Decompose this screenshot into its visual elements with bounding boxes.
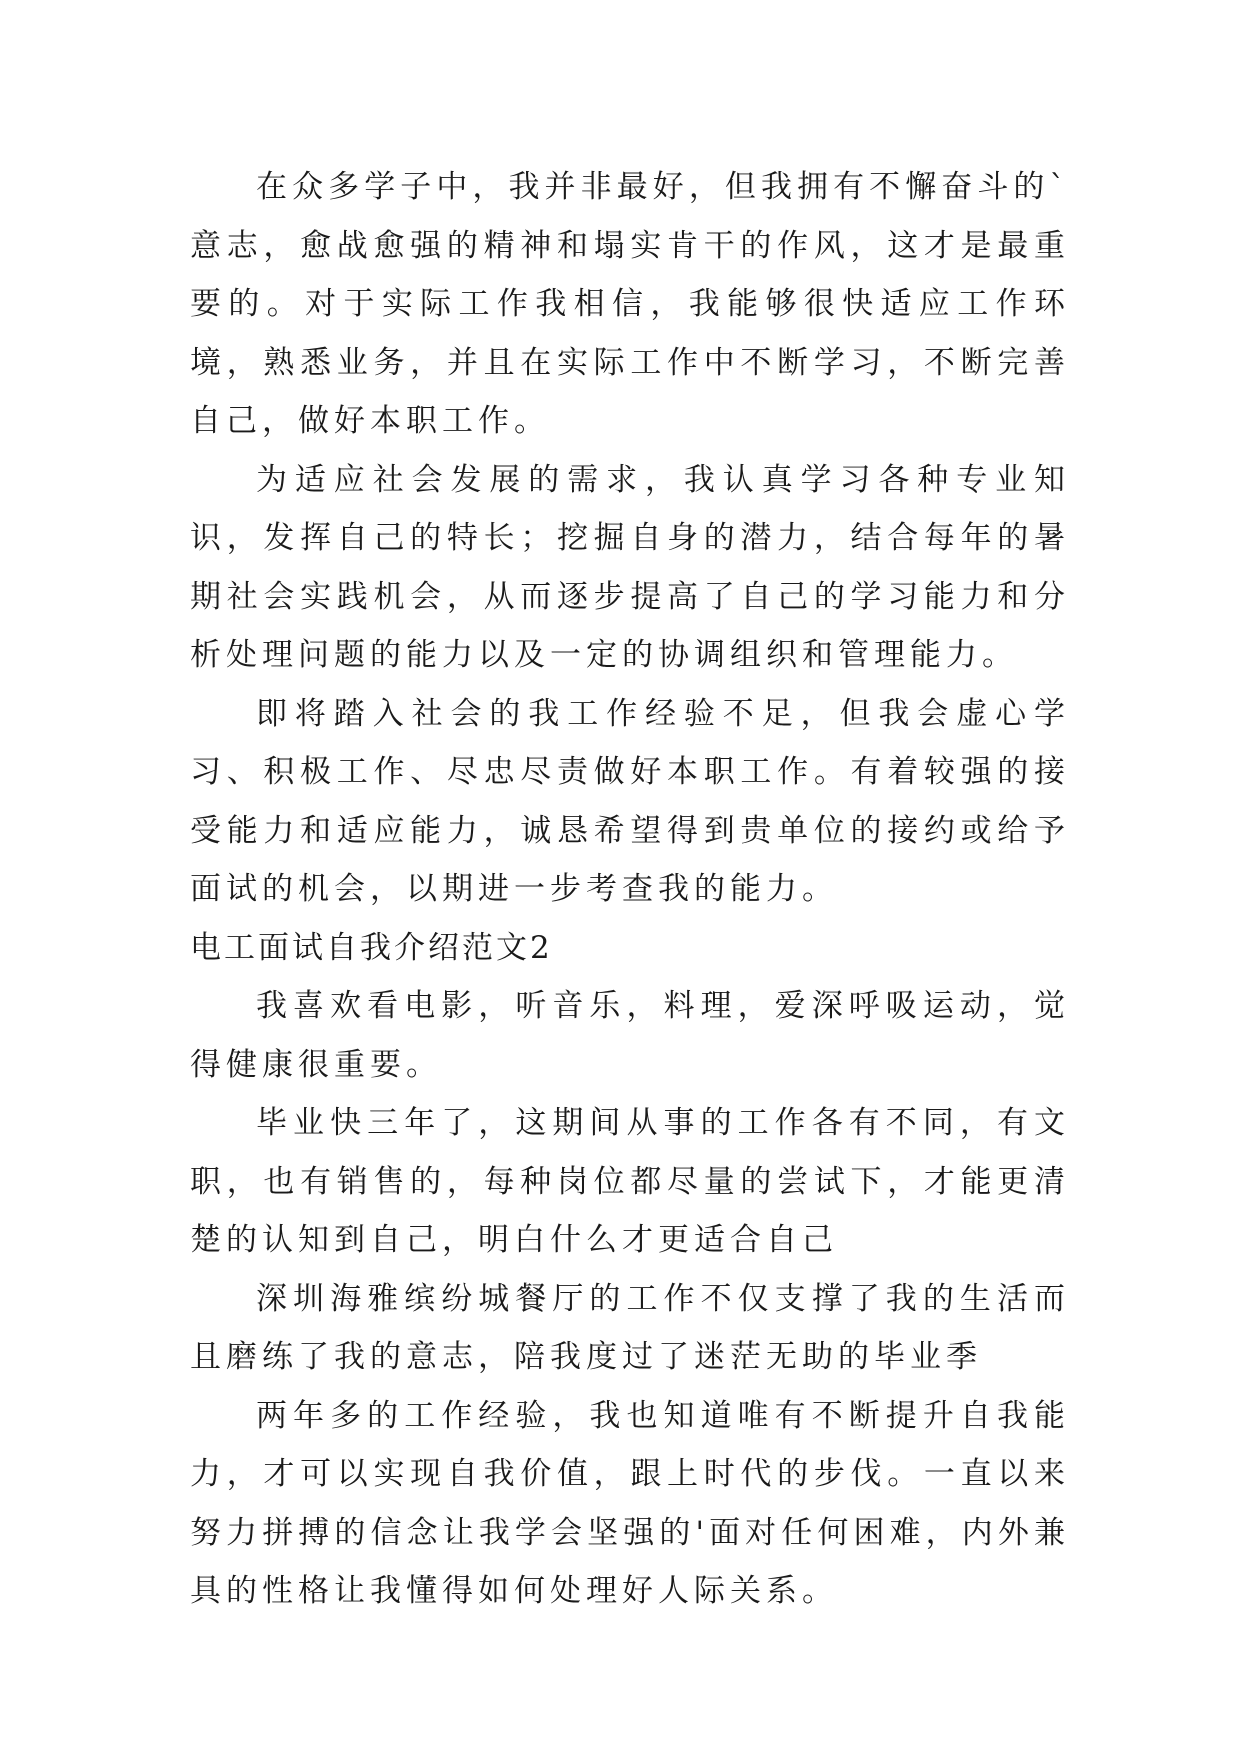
- paragraph-7: 两年多的工作经验，我也知道唯有不断提升自我能力，才可以实现自我价值，跟上时代的步伐。一直以来努力拼搏的信念让我学会坚强的'面对任何困难，内外兼具的性格让我懂得如何处理好人际关系。: [190, 1397, 1070, 1609]
- document-body: [190, 158, 1070, 1621]
- section-heading: 电工面试自我介绍范文2: [190, 929, 553, 966]
- paragraph-2: 为适应社会发展的需求，我认真学习各种专业知识，发挥自己的特长；挖掘自身的潜力，结合每年的暑期社会实践机会，从而逐步提高了自己的学习能力和分析处理问题的能力以及一定的协调组织和管理能力。: [190, 461, 1070, 673]
- paragraph-4: 我喜欢看电影，听音乐，料理，爱深呼吸运动，觉得健康很重要。: [190, 988, 1070, 1083]
- paragraph-6: 深圳海雅缤纷城餐厅的工作不仅支撑了我的生活而且磨练了我的意志，陪我度过了迷茫无助的毕业季: [190, 1280, 1070, 1375]
- paragraph-5: 毕业快三年了，这期间从事的工作各有不同，有文职，也有销售的，每种岗位都尽量的尝试下，才能更清楚的认知到自己，明白什么才更适合自己: [190, 1105, 1070, 1258]
- paragraph-3: 即将踏入社会的我工作经验不足，但我会虚心学习、积极工作、尽忠尽责做好本职工作。有着较强的接受能力和适应能力，诚恳希望得到贵单位的接约或给予面试的机会，以期进一步考查我的能力。: [190, 695, 1070, 907]
- paragraph-1: 在众多学子中，我并非最好，但我拥有不懈奋斗的`意志，愈战愈强的精神和塌实肯干的作风，这才是最重要的。对于实际工作我相信，我能够很快适应工作环境，熟悉业务，并且在实际工作中不断学习，不断完善自己，做好本职工作。: [190, 169, 1070, 439]
